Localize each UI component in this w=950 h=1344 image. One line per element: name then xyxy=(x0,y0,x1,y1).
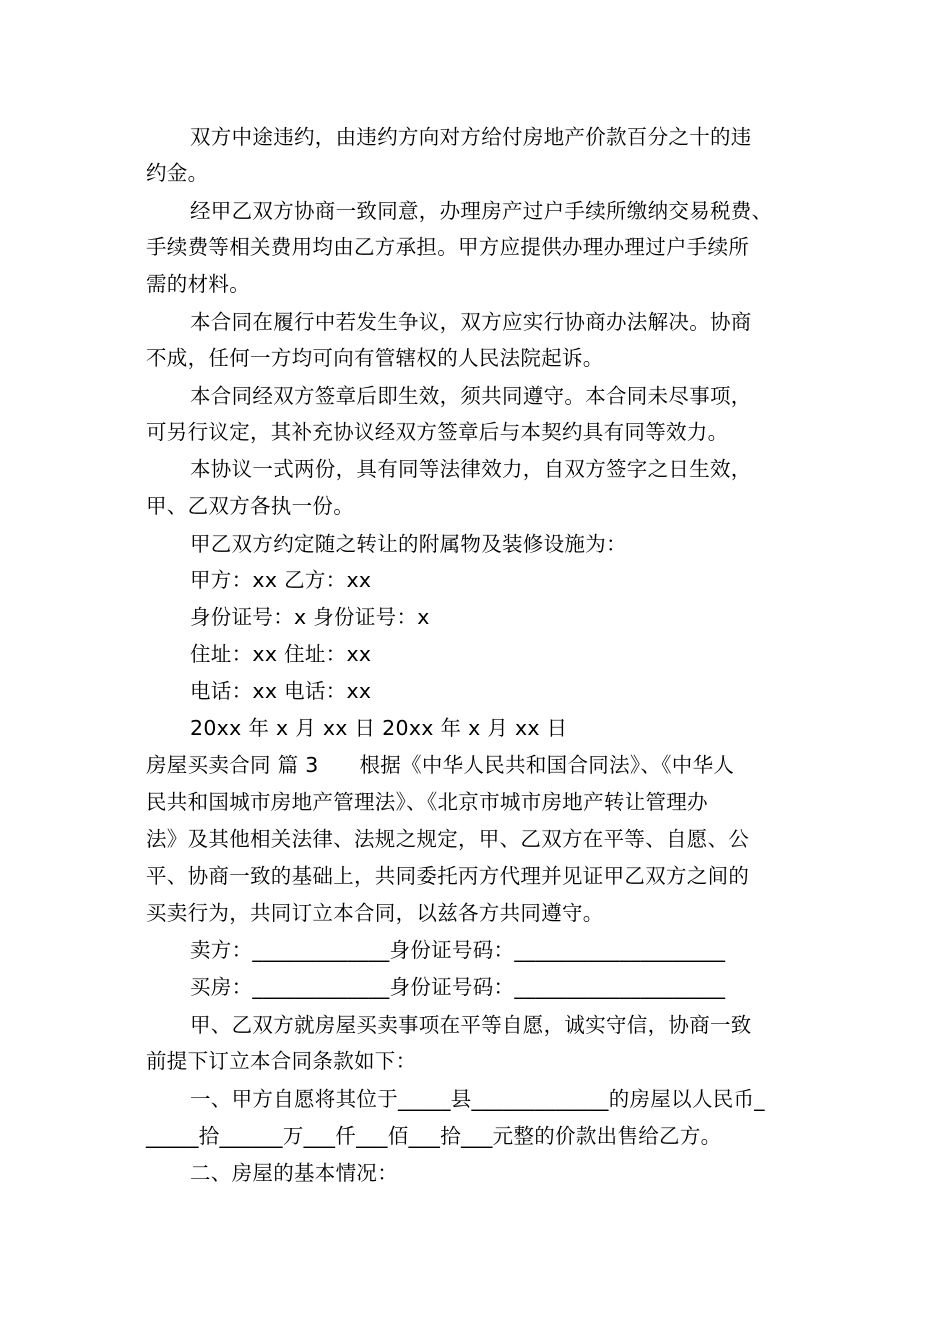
id-numbers: 身份证号：x 身份证号：x xyxy=(190,605,430,629)
text-line: 可另行议定，其补充协议经双方签章后与本契约具有同等效力。 xyxy=(146,420,729,444)
section-heading-line: 房屋买卖合同 篇 3 根据《中华人民共和国合同法》、《中华人 xyxy=(146,753,735,777)
text-line: 甲乙双方约定随之转让的附属物及装修设施为： xyxy=(190,532,627,556)
text-line: 本协议一式两份，具有同等法律效力，自双方签字之日生效， xyxy=(190,457,752,481)
text-line: 本合同经双方签章后即生效，须共同遵守。本合同未尽事项， xyxy=(190,384,752,408)
party-names: 甲方：xx 乙方：xx xyxy=(190,568,372,592)
text-line: 经甲乙双方协商一致同意，办理房产过户手续所缴纳交易税费、 xyxy=(190,199,773,223)
clause-two: 二、房屋的基本情况： xyxy=(190,1161,398,1185)
text-line: 手续费等相关费用均由乙方承担。甲方应提供办理办理过户手续所 xyxy=(146,235,750,259)
text-line: 双方中途违约，由违约方向对方给付房地产价款百分之十的违 xyxy=(190,125,752,149)
text-line: 不成，任何一方均可向有管辖权的人民法院起诉。 xyxy=(146,346,604,370)
text-line: 约金。 xyxy=(146,161,209,185)
text-line: 平、协商一致的基础上，共同委托丙方代理并见证甲乙双方之间的 xyxy=(146,864,750,888)
clause-one-cont: _____拾______万___仟___佰___拾___元整的价款出售给乙方。 xyxy=(146,1124,722,1148)
text-line: 本合同在履行中若发生争议，双方应实行协商办法解决。协商 xyxy=(190,310,752,334)
text-line: 甲、乙双方就房屋买卖事项在平等自愿，诚实守信，协商一致 xyxy=(190,1013,752,1037)
text-line: 买卖行为，共同订立本合同，以兹各方共同遵守。 xyxy=(146,901,604,925)
buyer-field: 买房：_____________身份证号码：____________________ xyxy=(190,975,726,999)
text-line: 法》及其他相关法律、法规之规定，甲、乙双方在平等、自愿、公 xyxy=(146,827,750,851)
text-line: 需的材料。 xyxy=(146,272,250,296)
phones: 电话：xx 电话：xx xyxy=(190,679,372,703)
text-line: 前提下订立本合同条款如下： xyxy=(146,1049,417,1073)
clause-one: 一、甲方自愿将其位于_____县_____________的房屋以人民币_ xyxy=(190,1087,765,1111)
addresses: 住址：xx 住址：xx xyxy=(190,642,372,666)
text-line: 甲、乙双方各执一份。 xyxy=(146,494,354,518)
seller-field: 卖方：_____________身份证号码：____________________ xyxy=(190,938,726,962)
text-line: 民共和国城市房地产管理法》、《北京市城市房地产转让管理办 xyxy=(146,790,708,814)
dates: 20xx 年 x 月 xx 日 20xx 年 x 月 xx 日 xyxy=(190,716,568,740)
